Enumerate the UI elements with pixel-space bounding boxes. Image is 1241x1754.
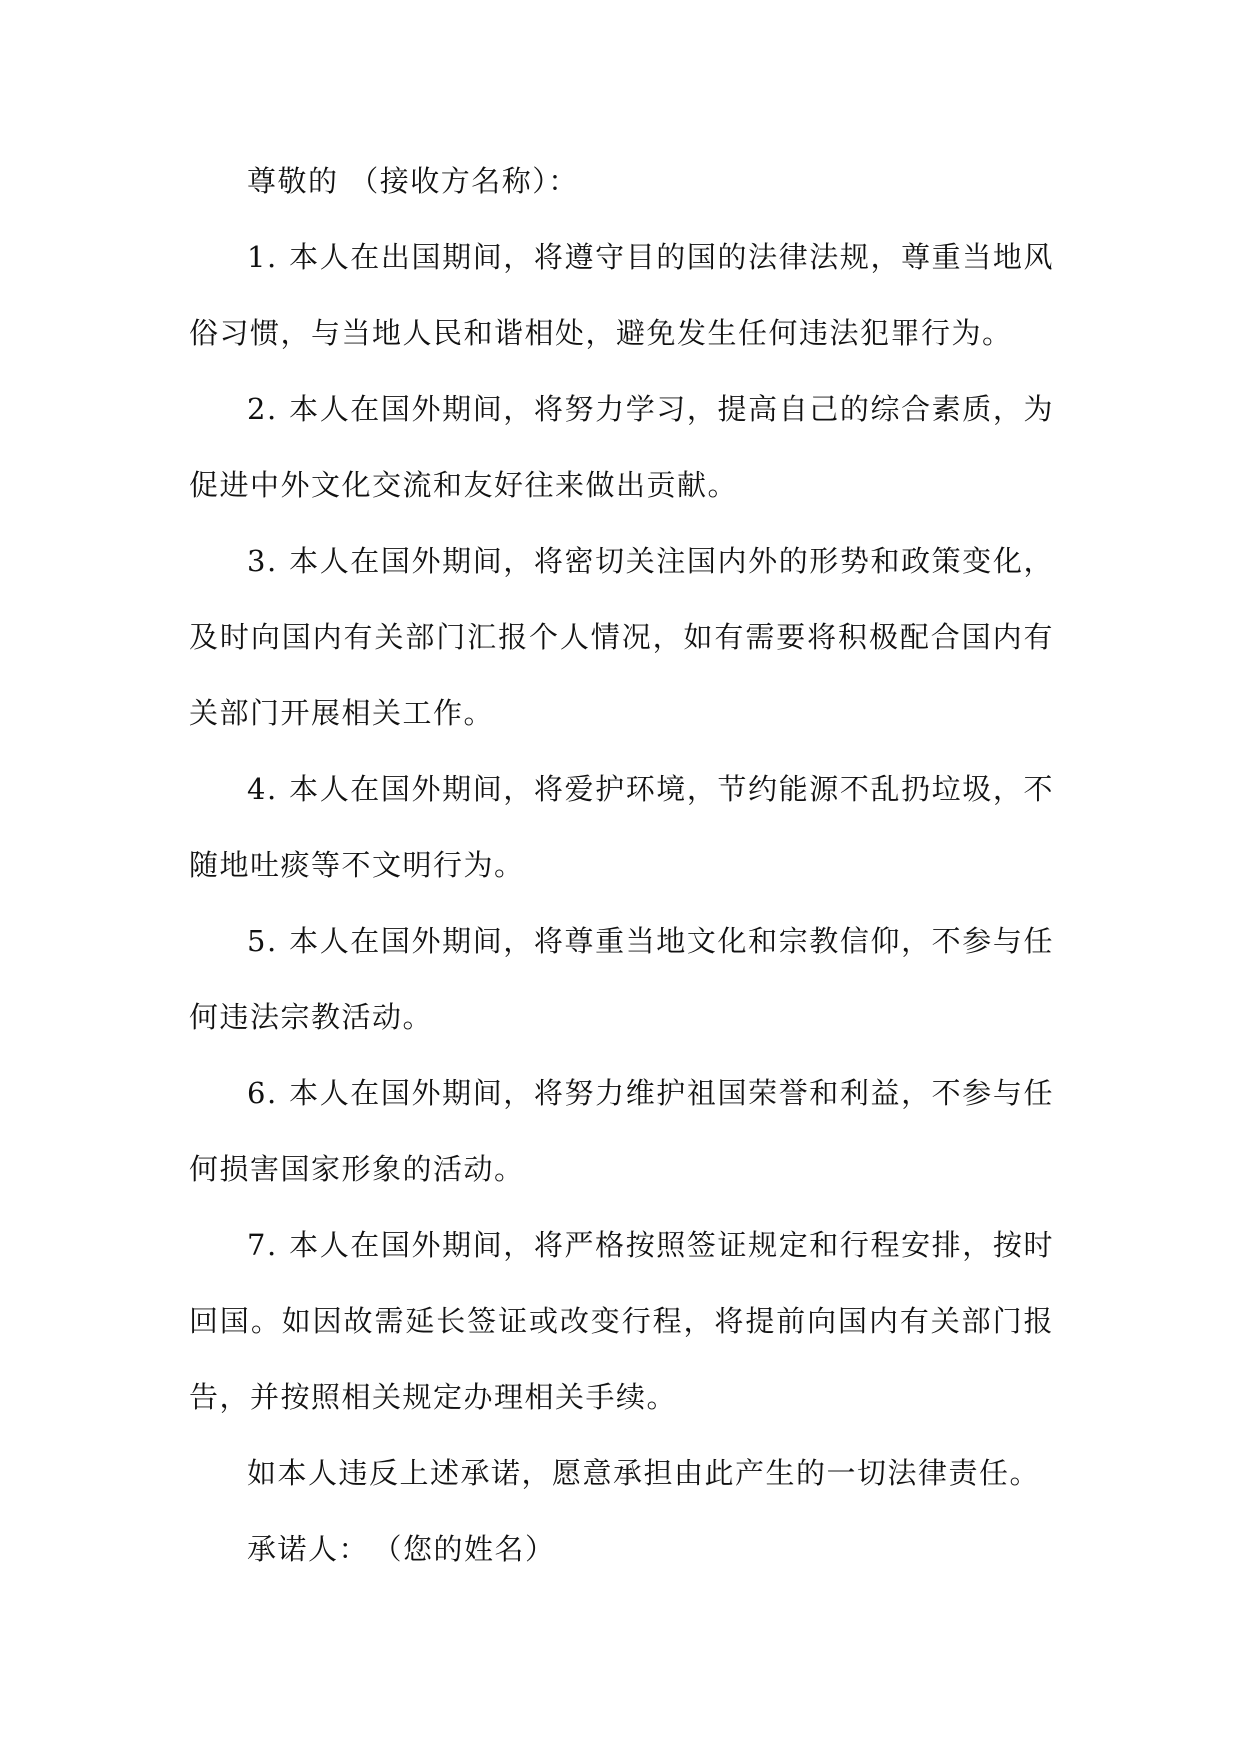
pledge-item-7 xyxy=(189,1207,1054,1435)
pledge-letter xyxy=(189,143,1054,1587)
salutation: 尊敬的 （接收方名称）： xyxy=(247,164,579,198)
item-text: 本人在国外期间，将尊重当地文化和宗教信仰，不参与任何违法宗教活动。 xyxy=(189,924,1054,1034)
item-number: 6. xyxy=(247,1076,278,1110)
pledge-item-6 xyxy=(189,1055,1054,1207)
item-text: 本人在国外期间，将努力学习，提高自己的综合素质，为促进中外文化交流和友好往来做出贡献。 xyxy=(189,392,1054,502)
item-text: 本人在国外期间，将爱护环境，节约能源不乱扔垃圾，不随地吐痰等不文明行为。 xyxy=(189,772,1054,882)
item-text: 本人在国外期间，将密切关注国内外的形势和政策变化，及时向国内有关部门汇报个人情况，如有需要将积极配合国内有关部门开展相关工作。 xyxy=(189,544,1054,730)
signature-name-placeholder: （您的姓名） xyxy=(387,1532,556,1566)
pledge-item-3 xyxy=(189,523,1054,751)
pledge-item-4 xyxy=(189,751,1054,903)
item-number: 3. xyxy=(247,544,278,578)
item-number: 5. xyxy=(247,924,278,958)
item-number: 1. xyxy=(247,240,278,274)
item-text: 本人在国外期间，将努力维护祖国荣誉和利益，不参与任何损害国家形象的活动。 xyxy=(189,1076,1054,1186)
item-number: 4. xyxy=(247,772,278,806)
signature-label: 承诺人： xyxy=(247,1532,370,1566)
pledge-item-5 xyxy=(189,903,1054,1055)
pledge-item-1 xyxy=(189,219,1054,371)
signature-line xyxy=(189,1511,1054,1587)
item-text: 本人在出国期间，将遵守目的国的法律法规，尊重当地风俗习惯，与当地人民和谐相处，避免发生任何违法犯罪行为。 xyxy=(189,240,1054,350)
item-number: 7. xyxy=(247,1228,278,1262)
item-number: 2. xyxy=(247,392,278,426)
pledge-item-2 xyxy=(189,371,1054,523)
closing-statement: 如本人违反上述承诺，愿意承担由此产生的一切法律责任。 xyxy=(247,1456,1041,1490)
item-text: 本人在国外期间，将严格按照签证规定和行程安排，按时回国。如因故需延长签证或改变行程，将提前向国内有关部门报告，并按照相关规定办理相关手续。 xyxy=(189,1228,1054,1414)
